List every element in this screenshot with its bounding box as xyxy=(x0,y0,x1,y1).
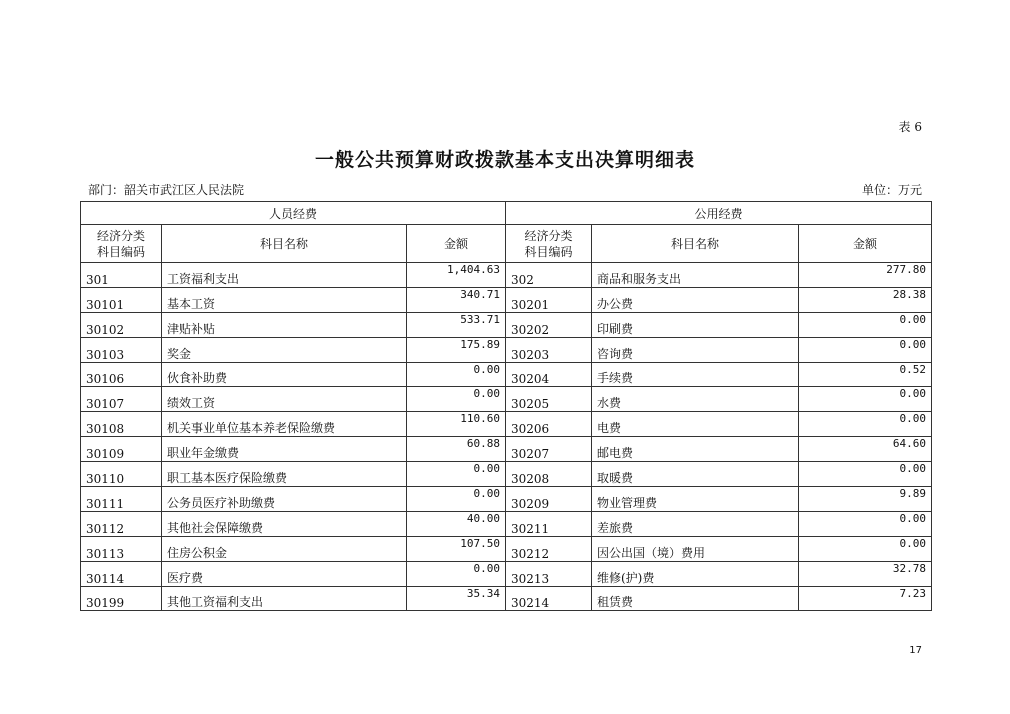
personnel-code-cell: 30199 xyxy=(81,586,162,611)
public-amount-cell: 0.00 xyxy=(799,536,932,561)
personnel-amount-cell: 40.00 xyxy=(407,511,506,536)
name-column-header: 科目名称 xyxy=(162,225,407,263)
table-row xyxy=(81,462,932,487)
public-code-cell: 30202 xyxy=(506,312,592,337)
personnel-name-cell: 其他工资福利支出 xyxy=(162,586,407,611)
table-row xyxy=(81,511,932,536)
personnel-name-cell: 机关事业单位基本养老保险缴费 xyxy=(162,412,407,437)
personnel-code-cell: 30110 xyxy=(81,462,162,487)
public-code-cell: 30205 xyxy=(506,387,592,412)
personnel-name-cell: 职业年金缴费 xyxy=(162,437,407,462)
public-code-cell: 30201 xyxy=(506,287,592,312)
public-code-cell: 30203 xyxy=(506,337,592,362)
personnel-code-cell: 30114 xyxy=(81,561,162,586)
personnel-amount-cell: 107.50 xyxy=(407,536,506,561)
public-name-cell: 邮电费 xyxy=(592,437,799,462)
personnel-code-cell: 30113 xyxy=(81,536,162,561)
personnel-name-cell: 伙食补助费 xyxy=(162,362,407,387)
table-row xyxy=(81,337,932,362)
expenditure-table xyxy=(80,201,932,611)
amount-column-header: 金额 xyxy=(799,225,932,263)
public-amount-cell: 9.89 xyxy=(799,487,932,512)
public-name-cell: 印刷费 xyxy=(592,312,799,337)
code-column-header: 经济分类 科目编码 xyxy=(81,225,162,263)
personnel-name-cell: 津贴补贴 xyxy=(162,312,407,337)
table-row xyxy=(81,312,932,337)
public-code-cell: 302 xyxy=(506,263,592,288)
personnel-name-cell: 绩效工资 xyxy=(162,387,407,412)
table-row xyxy=(81,387,932,412)
personnel-amount-cell: 175.89 xyxy=(407,337,506,362)
public-amount-cell: 0.00 xyxy=(799,387,932,412)
table-row xyxy=(81,287,932,312)
group-header-row xyxy=(81,202,932,225)
personnel-code-cell: 30109 xyxy=(81,437,162,462)
personnel-amount-cell: 110.60 xyxy=(407,412,506,437)
public-name-cell: 电费 xyxy=(592,412,799,437)
personnel-group-header: 人员经费 xyxy=(81,202,506,225)
public-amount-cell: 0.52 xyxy=(799,362,932,387)
public-code-cell: 30204 xyxy=(506,362,592,387)
public-name-cell: 咨询费 xyxy=(592,337,799,362)
personnel-name-cell: 医疗费 xyxy=(162,561,407,586)
public-group-header: 公用经费 xyxy=(506,202,932,225)
public-amount-cell: 0.00 xyxy=(799,511,932,536)
personnel-name-cell: 其他社会保障缴费 xyxy=(162,511,407,536)
public-code-cell: 30212 xyxy=(506,536,592,561)
table-row xyxy=(81,561,932,586)
personnel-amount-cell: 0.00 xyxy=(407,487,506,512)
public-name-cell: 物业管理费 xyxy=(592,487,799,512)
personnel-name-cell: 基本工资 xyxy=(162,287,407,312)
column-header-row xyxy=(81,225,932,263)
personnel-code-cell: 30107 xyxy=(81,387,162,412)
table-row xyxy=(81,362,932,387)
name-column-header: 科目名称 xyxy=(592,225,799,263)
personnel-code-cell: 30101 xyxy=(81,287,162,312)
public-amount-cell: 0.00 xyxy=(799,337,932,362)
personnel-amount-cell: 1,404.63 xyxy=(407,263,506,288)
public-name-cell: 维修(护)费 xyxy=(592,561,799,586)
personnel-amount-cell: 0.00 xyxy=(407,561,506,586)
personnel-amount-cell: 340.71 xyxy=(407,287,506,312)
public-code-cell: 30209 xyxy=(506,487,592,512)
public-code-cell: 30211 xyxy=(506,511,592,536)
table-row xyxy=(81,412,932,437)
page-title: 一般公共预算财政拨款基本支出决算明细表 xyxy=(314,149,695,171)
amount-column-header: 金额 xyxy=(407,225,506,263)
public-code-cell: 30208 xyxy=(506,462,592,487)
personnel-code-cell: 30108 xyxy=(81,412,162,437)
public-amount-cell: 7.23 xyxy=(799,586,932,611)
table-row xyxy=(81,487,932,512)
code-column-header: 经济分类 科目编码 xyxy=(506,225,592,263)
public-code-cell: 30206 xyxy=(506,412,592,437)
personnel-name-cell: 公务员医疗补助缴费 xyxy=(162,487,407,512)
personnel-code-cell: 301 xyxy=(81,263,162,288)
public-amount-cell: 0.00 xyxy=(799,462,932,487)
personnel-name-cell: 工资福利支出 xyxy=(162,263,407,288)
public-name-cell: 取暖费 xyxy=(592,462,799,487)
table-row xyxy=(81,536,932,561)
personnel-amount-cell: 0.00 xyxy=(407,387,506,412)
personnel-code-cell: 30103 xyxy=(81,337,162,362)
public-name-cell: 办公费 xyxy=(592,287,799,312)
table-row xyxy=(81,437,932,462)
table-number: 表 6 xyxy=(898,120,922,134)
public-name-cell: 商品和服务支出 xyxy=(592,263,799,288)
personnel-amount-cell: 0.00 xyxy=(407,462,506,487)
public-code-cell: 30207 xyxy=(506,437,592,462)
public-code-cell: 30214 xyxy=(506,586,592,611)
public-amount-cell: 32.78 xyxy=(799,561,932,586)
personnel-name-cell: 奖金 xyxy=(162,337,407,362)
public-code-cell: 30213 xyxy=(506,561,592,586)
public-amount-cell: 0.00 xyxy=(799,412,932,437)
department-label: 部门：韶关市武江区人民法院 xyxy=(88,183,245,197)
public-name-cell: 水费 xyxy=(592,387,799,412)
personnel-amount-cell: 533.71 xyxy=(407,312,506,337)
personnel-code-cell: 30111 xyxy=(81,487,162,512)
public-name-cell: 租赁费 xyxy=(592,586,799,611)
personnel-amount-cell: 0.00 xyxy=(407,362,506,387)
table-row xyxy=(81,263,932,288)
public-name-cell: 差旅费 xyxy=(592,511,799,536)
public-amount-cell: 0.00 xyxy=(799,312,932,337)
personnel-code-cell: 30102 xyxy=(81,312,162,337)
public-name-cell: 因公出国（境）费用 xyxy=(592,536,799,561)
public-amount-cell: 277.80 xyxy=(799,263,932,288)
public-amount-cell: 64.60 xyxy=(799,437,932,462)
personnel-amount-cell: 60.88 xyxy=(407,437,506,462)
personnel-code-cell: 30112 xyxy=(81,511,162,536)
personnel-code-cell: 30106 xyxy=(81,362,162,387)
unit-label: 单位：万元 xyxy=(861,183,922,197)
public-amount-cell: 28.38 xyxy=(799,287,932,312)
personnel-amount-cell: 35.34 xyxy=(407,586,506,611)
page-number: 17 xyxy=(909,645,922,656)
public-name-cell: 手续费 xyxy=(592,362,799,387)
personnel-name-cell: 住房公积金 xyxy=(162,536,407,561)
table-row xyxy=(81,586,932,611)
personnel-name-cell: 职工基本医疗保险缴费 xyxy=(162,462,407,487)
